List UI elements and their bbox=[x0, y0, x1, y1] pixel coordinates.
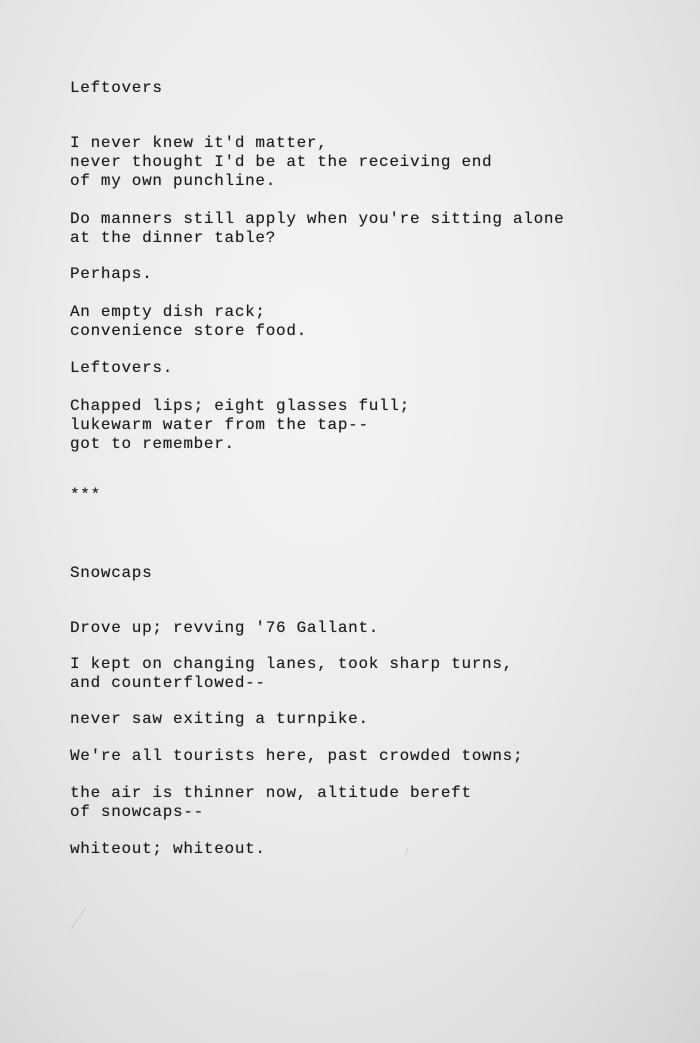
poem2-stanza-2: I kept on changing lanes, took sharp turns, and counterflowed-- bbox=[70, 655, 513, 692]
poem2-stanza-3: never saw exiting a turnpike. bbox=[70, 710, 369, 728]
poem2-stanza-1: Drove up; revving '76 Gallant. bbox=[70, 619, 380, 637]
poem2-stanza-5: the air is thinner now, altitude bereft of snowcaps-- bbox=[70, 784, 472, 821]
paper-speck bbox=[405, 848, 408, 855]
poem1-stanza-3: Perhaps. bbox=[70, 265, 153, 283]
poem1-stanza-5: Leftovers. bbox=[70, 359, 174, 377]
poem1-stanza-2: Do manners still apply when you're sitting alone at the dinner table? bbox=[70, 210, 565, 247]
poem1-stanza-1: I never knew it'd matter, never thought I'd be at the receiving end of my own punchline. bbox=[70, 134, 493, 190]
paper-crease bbox=[71, 907, 87, 929]
poem1-stanza-6: Chapped lips; eight glasses full; lukewarm water from the tap-- got to remember. bbox=[70, 397, 410, 453]
poem-title-snowcaps: Snowcaps bbox=[70, 564, 153, 582]
section-separator: *** bbox=[70, 486, 101, 504]
poem1-stanza-4: An empty dish rack; convenience store food. bbox=[70, 303, 307, 340]
poem-title-leftovers: Leftovers bbox=[70, 79, 163, 97]
poem2-stanza-4: We're all tourists here, past crowded towns; bbox=[70, 747, 524, 765]
poem2-stanza-6: whiteout; whiteout. bbox=[70, 840, 266, 858]
